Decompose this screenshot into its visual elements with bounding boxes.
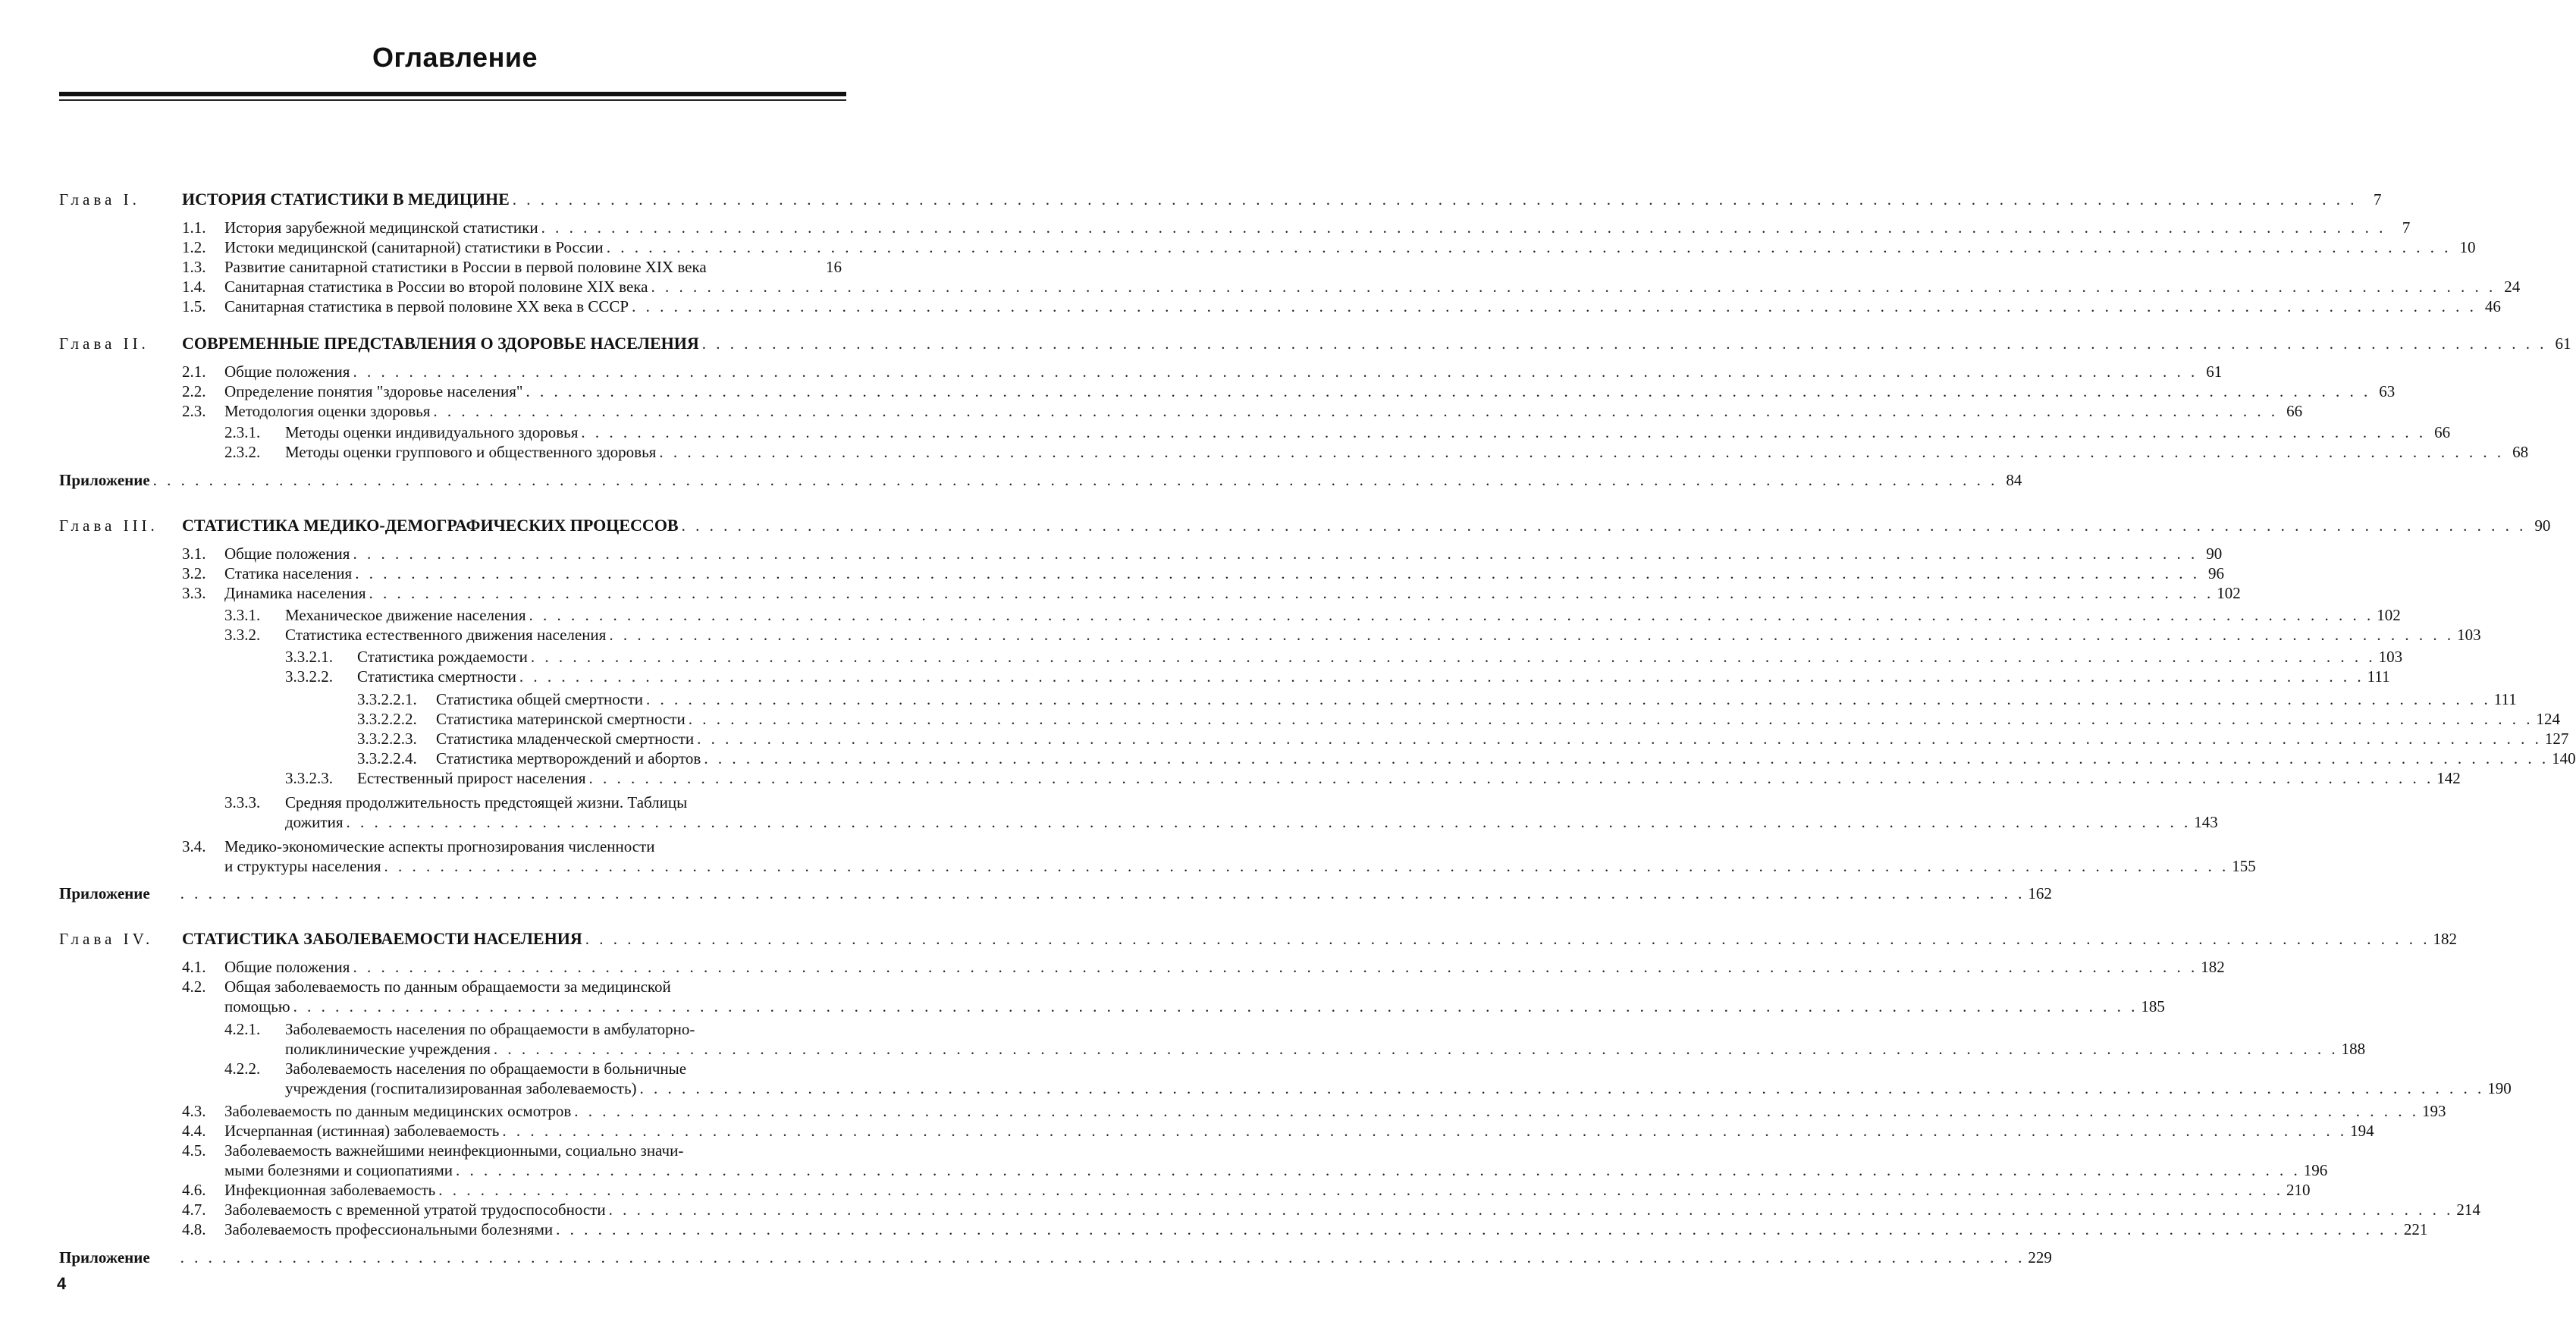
- toc-entry[interactable]: [224, 1160, 2328, 1180]
- section-number: 3.3.2.: [224, 626, 261, 644]
- leader-dots: [353, 362, 2198, 381]
- toc-entry[interactable]: [436, 749, 2576, 768]
- toc-entry[interactable]: [224, 1200, 2480, 1219]
- toc-entry[interactable]: [436, 689, 2517, 709]
- section-title-line1: Медико-экономические аспекты прогнозирования численности: [224, 837, 655, 855]
- leader-dots: [589, 768, 2434, 788]
- section-title: Общие положения: [224, 958, 350, 976]
- section-number: 2.2.: [182, 382, 206, 400]
- section-title-line1: Общая заболеваемость по данным обращаемости за медицинской: [224, 978, 671, 996]
- section-title: История зарубежной медицинской статистики: [224, 218, 538, 237]
- toc-entry[interactable]: [285, 625, 2481, 645]
- leader-dots: [581, 422, 2426, 442]
- leader-dots: [433, 401, 2278, 421]
- toc-entry[interactable]: [224, 583, 2241, 603]
- toc-entry[interactable]: [357, 647, 2403, 667]
- page-ref: 7: [2402, 218, 2411, 237]
- section-title: Общие положения: [224, 545, 350, 563]
- page-ref: 140: [2552, 749, 2576, 767]
- page-ref: 102: [2217, 584, 2241, 602]
- page-ref: 16: [826, 258, 842, 276]
- toc-entry[interactable]: [224, 381, 2396, 401]
- page-ref: 66: [2286, 402, 2303, 420]
- leader-dots: [607, 237, 2452, 257]
- section-number: 3.3.: [182, 584, 206, 602]
- section-number: 2.3.: [182, 402, 206, 420]
- leader-dots: [574, 1101, 2419, 1121]
- section-title: мыми болезнями и социопатиями: [224, 1161, 453, 1179]
- page-ref: 7: [2374, 190, 2382, 209]
- section-number: 1.3.: [182, 258, 206, 276]
- leader-dots: [609, 625, 2454, 645]
- toc-entry[interactable]: [224, 1180, 2311, 1200]
- section-title-line1: Средняя продолжительность предстоящей жизни. Таблицы: [285, 793, 688, 811]
- chapter-entry[interactable]: [182, 190, 2382, 209]
- section-number: 3.3.2.1.: [285, 648, 333, 666]
- section-title: Заболеваемость профессиональными болезнями: [224, 1220, 554, 1238]
- chapter-title: СТАТИСТИКА ЗАБОЛЕВАЕМОСТИ НАСЕЛЕНИЯ: [182, 929, 582, 948]
- section-title: Общие положения: [224, 363, 350, 381]
- toc-entry[interactable]: [224, 297, 2501, 316]
- toc-entry[interactable]: [224, 1219, 2428, 1239]
- section-number: 4.1.: [182, 958, 206, 976]
- leader-dots: [153, 470, 1998, 490]
- appendix-label: Приложение: [59, 471, 150, 489]
- toc-entry[interactable]: [224, 218, 2411, 237]
- section-number: 3.4.: [182, 837, 206, 855]
- section-number: 1.5.: [182, 297, 206, 315]
- appendix-entry[interactable]: [59, 884, 2052, 903]
- section-title: Инфекционная заболеваемость: [224, 1181, 436, 1199]
- toc-entry[interactable]: [285, 1039, 2366, 1059]
- page-ref: 221: [2403, 1220, 2428, 1238]
- section-title: и структуры населения: [224, 857, 381, 875]
- chapter-title: ИСТОРИЯ СТАТИСТИКИ В МЕДИЦИНЕ: [182, 190, 510, 209]
- leader-dots: [353, 957, 2198, 977]
- page-ref: 196: [2303, 1161, 2328, 1179]
- chapter-label: Глава III.: [59, 516, 158, 535]
- section-number: 4.2.1.: [224, 1020, 261, 1038]
- page-ref: 96: [2207, 564, 2224, 582]
- page-ref: 111: [2493, 690, 2517, 708]
- appendix-label: Приложение: [59, 1248, 150, 1267]
- section-number: 4.5.: [182, 1141, 206, 1160]
- toc-entry[interactable]: [224, 362, 2223, 381]
- leader-dots: [293, 997, 2138, 1016]
- leader-dots: [526, 381, 2370, 401]
- leader-dots: [659, 442, 2504, 462]
- page-ref: 63: [2379, 382, 2396, 400]
- section-title: помощью: [224, 997, 290, 1015]
- leader-dots: [640, 1078, 2485, 1098]
- section-number: 3.3.3.: [224, 793, 261, 811]
- section-title-line1: Заболеваемость населения по обращаемости в больничные: [285, 1059, 687, 1078]
- leader-dots: [502, 1121, 2347, 1141]
- section-title: Статистика мертворождений и абортов: [436, 749, 701, 767]
- toc-entry[interactable]: [224, 237, 2476, 257]
- chapter-label: Глава IV.: [59, 930, 154, 948]
- section-title: Статистика общей смертности: [436, 690, 644, 708]
- page-ref: 188: [2341, 1040, 2366, 1058]
- page-ref: 68: [2512, 443, 2529, 461]
- chapter-title: СТАТИСТИКА МЕДИКО-ДЕМОГРАФИЧЕСКИХ ПРОЦЕССОВ: [182, 516, 679, 535]
- toc-entry[interactable]: [224, 257, 842, 277]
- page-ref: 61: [2555, 334, 2571, 353]
- leader-dots: [519, 667, 2364, 686]
- section-title: Заболеваемость с временной утратой трудоспособности: [224, 1201, 606, 1219]
- leader-dots: [531, 647, 2376, 667]
- page-ref: 90: [2206, 545, 2223, 563]
- page-ref: 194: [2350, 1122, 2374, 1140]
- section-title: поликлинические учреждения: [285, 1040, 491, 1058]
- page-ref: 214: [2456, 1201, 2480, 1219]
- section-number: 3.3.2.2.3.: [357, 730, 417, 748]
- section-number: 3.3.2.2.: [285, 667, 333, 686]
- section-title: Статистика младенческой смертности: [436, 730, 695, 748]
- page-ref: 162: [2028, 884, 2052, 902]
- page-ref: 182: [2201, 958, 2225, 976]
- section-number: 2.3.2.: [224, 443, 261, 461]
- leader-dots: [541, 218, 2386, 237]
- page-ref: 10: [2459, 238, 2476, 256]
- appendix-entry[interactable]: [59, 470, 2022, 490]
- toc-entry[interactable]: [224, 544, 2223, 563]
- toc-entry[interactable]: [285, 422, 2451, 442]
- leader-dots: [346, 812, 2191, 832]
- section-title: Методы оценки индивидуального здоровья: [285, 423, 579, 441]
- toc-entry[interactable]: [285, 442, 2529, 462]
- toc-entry[interactable]: [224, 997, 2165, 1016]
- section-title: Заболеваемость по данным медицинских осмотров: [224, 1102, 572, 1120]
- section-title: Исчерпанная (истинная) заболеваемость: [224, 1122, 500, 1140]
- page-ref: 90: [2534, 516, 2551, 535]
- page-title: Оглавление: [372, 42, 538, 73]
- page-ref: 24: [2504, 278, 2521, 296]
- section-number: 4.8.: [182, 1220, 206, 1238]
- section-number: 2.3.1.: [224, 423, 261, 441]
- section-title: Санитарная статистика в России во второй половине XIX века: [224, 278, 648, 296]
- page-ref: 61: [2206, 363, 2223, 381]
- section-title: Развитие санитарной статистики в России в первой половине XIX века: [224, 258, 707, 276]
- toc-entry[interactable]: [224, 1101, 2446, 1121]
- section-title: Статистика смертности: [357, 667, 516, 686]
- chapter-entry[interactable]: [182, 929, 2457, 949]
- page-ref: 185: [2141, 997, 2165, 1015]
- toc-entry[interactable]: [285, 1078, 2512, 1098]
- section-number: 4.6.: [182, 1181, 206, 1199]
- leader-dots: [384, 856, 2229, 876]
- section-number: 4.4.: [182, 1122, 206, 1140]
- section-number: 4.2.2.: [224, 1059, 261, 1078]
- page-ref: 102: [2377, 606, 2401, 624]
- section-title: учреждения (госпитализированная заболеваемость): [285, 1079, 637, 1097]
- page-ref: 142: [2436, 769, 2461, 787]
- section-title: Динамика населения: [224, 584, 366, 602]
- leader-dots: [697, 729, 2542, 749]
- section-title: Естественный прирост населения: [357, 769, 586, 787]
- page-ref: 46: [2484, 297, 2501, 315]
- toc-entry[interactable]: [357, 768, 2461, 788]
- page-ref: 127: [2544, 730, 2569, 748]
- section-number: 3.2.: [182, 564, 206, 582]
- section-title-line1: Заболеваемость важнейшими неинфекционными, социально значи-: [224, 1141, 684, 1160]
- page-ref: 124: [2536, 710, 2560, 728]
- leader-dots: [646, 689, 2491, 709]
- leader-dots: [585, 929, 2430, 949]
- toc-entry[interactable]: [285, 605, 2401, 625]
- page-ref: 155: [2232, 857, 2256, 875]
- leader-dots: [353, 544, 2198, 563]
- leader-dots: [689, 709, 2534, 729]
- page-ref: 103: [2457, 626, 2481, 644]
- leader-dots: [494, 1039, 2339, 1059]
- section-title: Санитарная статистика в первой половине XX века в СССР: [224, 297, 629, 315]
- chapter-label: Глава II.: [59, 334, 149, 353]
- chapter-entry[interactable]: [182, 516, 2551, 535]
- leader-dots: [702, 334, 2547, 353]
- section-number: 3.3.2.2.1.: [357, 690, 417, 708]
- section-title-line1: Заболеваемость населения по обращаемости в амбулаторно-: [285, 1020, 695, 1038]
- page-ref: 143: [2194, 813, 2218, 831]
- leader-dots: [513, 190, 2358, 209]
- section-number: 3.3.2.2.2.: [357, 710, 417, 728]
- toc-entry[interactable]: [224, 401, 2303, 421]
- section-number: 4.7.: [182, 1201, 206, 1219]
- leader-dots: [632, 297, 2477, 316]
- section-title: Механическое движение населения: [285, 606, 526, 624]
- leader-dots: [651, 277, 2496, 297]
- chapter-entry[interactable]: [182, 334, 2571, 353]
- leader-dots: [609, 1200, 2454, 1219]
- section-number: 3.3.2.2.4.: [357, 749, 417, 767]
- toc-entry[interactable]: [357, 667, 2390, 686]
- section-title: Статистика материнской смертности: [436, 710, 686, 728]
- toc-entry[interactable]: [224, 957, 2225, 977]
- appendix-label: Приложение: [59, 884, 150, 902]
- section-title: Методология оценки здоровья: [224, 402, 431, 420]
- section-number: 1.1.: [182, 218, 206, 237]
- section-number: 3.1.: [182, 545, 206, 563]
- leader-dots: [704, 749, 2549, 768]
- section-title: Статистика рождаемости: [357, 648, 528, 666]
- section-number: 3.3.1.: [224, 606, 261, 624]
- section-title: Истоки медицинской (санитарной) статистики в России: [224, 238, 604, 256]
- page-number: 4: [57, 1274, 67, 1293]
- chapter-label: Глава I.: [59, 190, 140, 209]
- leader-dots: [180, 884, 2025, 903]
- section-number: 2.1.: [182, 363, 206, 381]
- toc-entry[interactable]: [224, 856, 2256, 876]
- section-number: 1.2.: [182, 238, 206, 256]
- toc-entry[interactable]: [224, 563, 2224, 583]
- page-ref: 229: [2028, 1248, 2052, 1267]
- section-title: Статика населения: [224, 564, 353, 582]
- toc-entry[interactable]: [436, 729, 2569, 749]
- leader-dots: [556, 1219, 2401, 1239]
- section-number: 4.2.: [182, 978, 206, 996]
- section-title: Методы оценки группового и общественного здоровья: [285, 443, 657, 461]
- chapter-title: СОВРЕМЕННЫЕ ПРЕДСТАВЛЕНИЯ О ЗДОРОВЬЕ НАСЕЛЕНИЯ: [182, 334, 699, 353]
- page-ref: 111: [2367, 667, 2390, 686]
- leader-dots: [369, 583, 2214, 603]
- section-number: 1.4.: [182, 278, 206, 296]
- page-ref: 210: [2286, 1181, 2311, 1199]
- section-title: Статистика естественного движения населения: [285, 626, 607, 644]
- leader-dots: [355, 563, 2200, 583]
- page-ref: 66: [2434, 423, 2451, 441]
- section-title: Определение понятия "здоровье населения": [224, 382, 523, 400]
- toc-entry[interactable]: [285, 812, 2218, 832]
- section-number: 3.3.2.3.: [285, 769, 333, 787]
- leader-dots: [529, 605, 2374, 625]
- page-ref: 103: [2378, 648, 2403, 666]
- leader-dots: [682, 516, 2527, 535]
- toc-entry[interactable]: [436, 709, 2560, 729]
- leader-dots: [438, 1180, 2283, 1200]
- page-ref: 193: [2422, 1102, 2446, 1120]
- page-ref: 182: [2433, 930, 2457, 948]
- section-number: 4.3.: [182, 1102, 206, 1120]
- leader-dots: [180, 1248, 2025, 1267]
- appendix-entry[interactable]: [59, 1248, 2052, 1267]
- page-ref: 84: [2006, 471, 2022, 489]
- toc-entry[interactable]: [224, 1121, 2374, 1141]
- toc-entry[interactable]: [224, 277, 2521, 297]
- section-title: дожития: [285, 813, 344, 831]
- page-ref: 190: [2487, 1079, 2512, 1097]
- leader-dots: [456, 1160, 2301, 1180]
